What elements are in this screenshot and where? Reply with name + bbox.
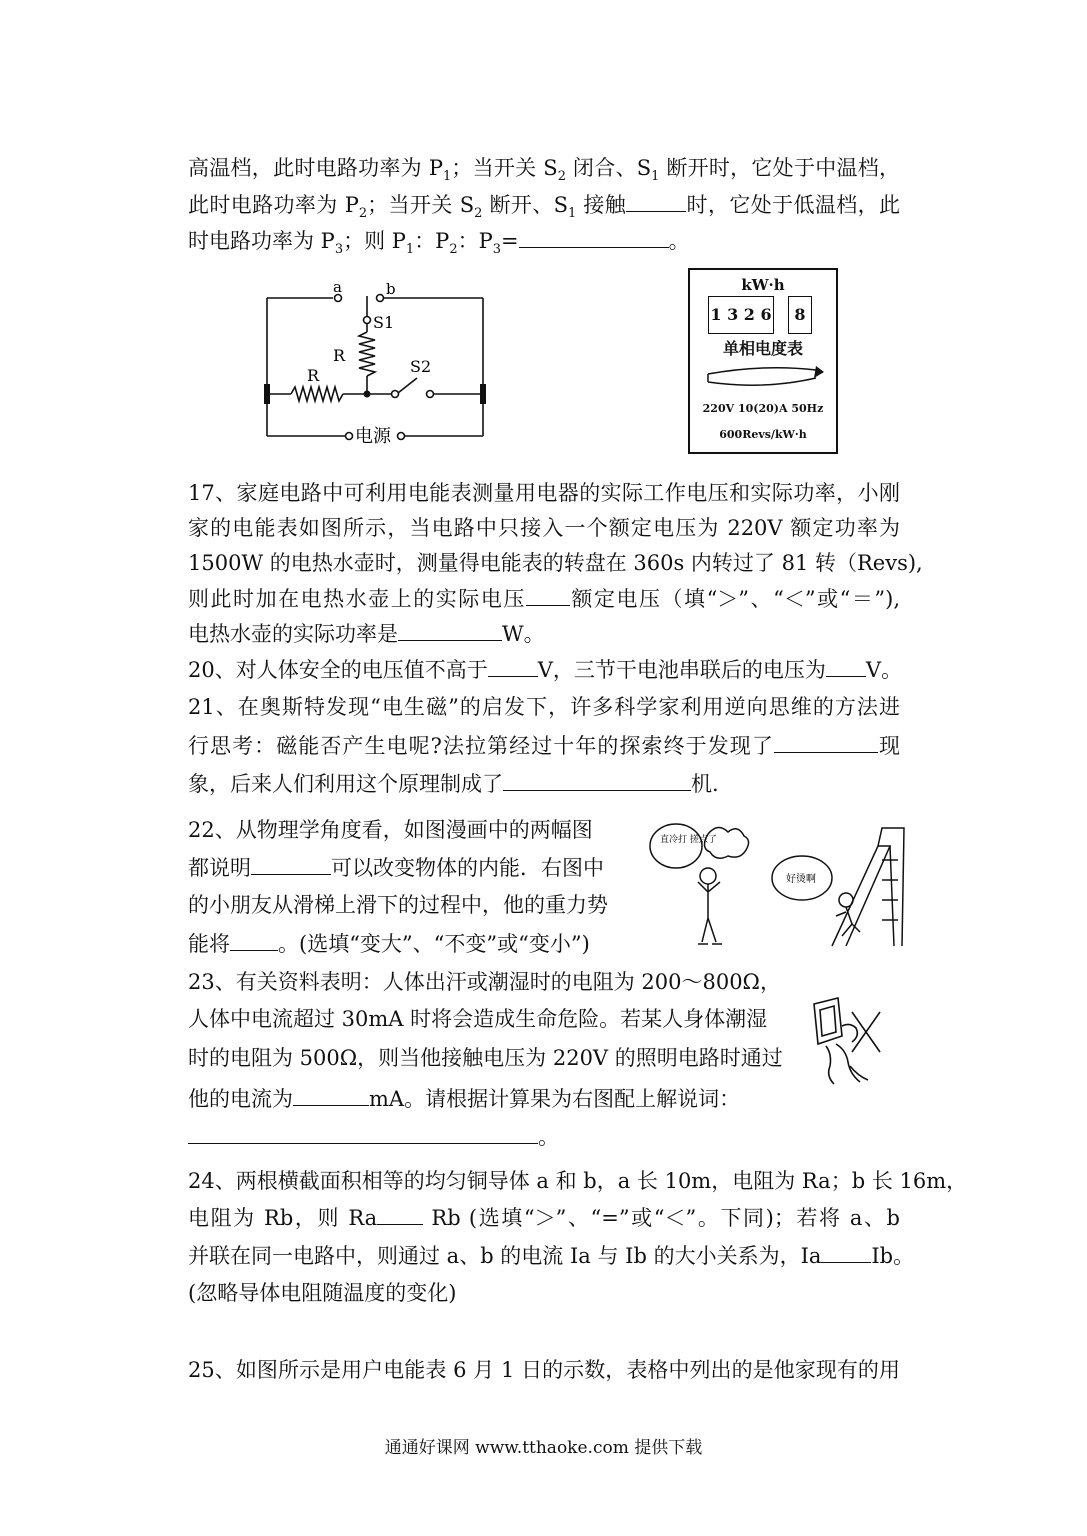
q17-line2: 家的电能表如图所示，当电路中只接入一个额定电压为 220V 额定功率为 — [188, 516, 900, 540]
resistor-vertical-label: R — [333, 346, 346, 365]
q17-line5: 电热水壶的实际功率是 W。 — [188, 618, 545, 649]
resistor-horizontal-label: R — [307, 366, 320, 385]
q24-line1: 24、两根横截面积相等的均匀铜导体 a 和 b，a 长 10m，电阻为 Ra；b 长 16m， — [188, 1169, 968, 1193]
bubble-right-text: 好烫啊 — [786, 874, 816, 885]
answer-blank[interactable] — [398, 618, 502, 641]
answer-blank[interactable] — [519, 225, 669, 248]
answer-blank[interactable] — [503, 768, 691, 791]
cartoon-illustration — [646, 820, 908, 956]
meter-title: 单相电度表 — [722, 339, 803, 358]
answer-blank[interactable] — [526, 583, 570, 606]
q23-line3: 时的电阻为 500Ω，则当他接触电压为 220V 的照明电路时通过 — [188, 1046, 783, 1070]
power-source-label: 电源 — [355, 426, 391, 447]
answer-blank[interactable] — [251, 852, 331, 875]
q22-line4: 能将 。(选填“变大”、“不变”或“变小”) — [188, 928, 590, 959]
q17-line4: 则此时加在电热水壶上的实际电压 额定电压（填“＞”、“＜”或“＝”), — [188, 583, 900, 614]
q24-line4: (忽略导体电阻随温度的变化) — [188, 1281, 457, 1305]
q23-line5: 。 — [188, 1121, 559, 1152]
q24-line2: 电阻为 Rb，则 Ra Rb (选填“＞”、“=”或“＜”。下同)；若将 a、b — [188, 1202, 900, 1233]
q20-line: 20、对人体安全的电压值不高于 V，三节干电池串联后的电压为 V。 — [188, 654, 900, 685]
meter-reading-main: 1 3 2 6 — [708, 296, 774, 334]
meter-spec1: 220V 10(20)A 50Hz — [702, 402, 824, 415]
circuit-diagram — [255, 278, 495, 448]
electric-meter — [688, 268, 838, 454]
q24-line3: 并联在同一电路中，则通过 a、b 的电流 Ia 与 Ib 的大小关系为，Ia Ib。 — [188, 1240, 900, 1271]
q17-line1: 17、家庭电路中可利用电能表测量用电器的实际工作电压和实际功率，小刚 — [188, 481, 900, 505]
electric-hazard-icon — [806, 996, 886, 1092]
switch-s2-label: S2 — [410, 357, 432, 376]
answer-blank[interactable] — [626, 189, 686, 212]
q23-line4: 他的电流为 mA。请根据计算果为右图配上解说词： — [188, 1083, 740, 1114]
switch-s1-label: S1 — [373, 313, 395, 332]
q16-line3: 时电路功率为 $P_3$；则 $P_1$：$P_2$：$P_3=$ 。 — [188, 225, 690, 256]
q17-line3: 1500W 的电热水壶时，测量得电能表的转盘在 360s 内转过了 81 转（Revs), — [188, 551, 923, 575]
q16-line1: 高温档，此时电路功率为 $P_1$；当开关 $S_2$ 闭合、$S_1$ 断开时，它处于中温档， — [188, 156, 901, 185]
meter-disc-icon — [704, 360, 824, 390]
answer-blank[interactable] — [230, 928, 278, 951]
meter-reading-decimal: 8 — [788, 296, 812, 334]
q21-line1: 21、在奥斯特发现“电生磁”的启发下，许多科学家利用逆向思维的方法进 — [188, 695, 900, 719]
meter-unit: kW·h — [741, 276, 785, 294]
answer-blank[interactable] — [488, 654, 538, 677]
q22-line3: 的小朋友从滑梯上滑下的过程中，他的重力势 — [188, 893, 608, 917]
answer-blank[interactable] — [293, 1083, 369, 1106]
q21-line2: 行思考：磁能否产生电呢?法拉第经过十年的探索终于发现了 现 — [188, 730, 900, 761]
q25-line1: 25、如图所示是用户电能表 6 月 1 日的示数，表格中列出的是他家现有的用 — [188, 1358, 900, 1382]
q16-line2: 此时电路功率为 $P_2$；当开关 $S_2$ 断开、$S_1$ 接触 时，它处于低温档，此 — [188, 189, 900, 220]
answer-blank[interactable] — [377, 1202, 423, 1225]
q22-line2: 都说明 可以改变物体的内能．右图中 — [188, 852, 604, 883]
meter-spec2: 600Revs/kW·h — [719, 428, 807, 441]
page-footer: 通通好课网 www.tthaoke.com 提供下载 — [384, 1438, 703, 1458]
answer-blank[interactable] — [188, 1121, 538, 1144]
answer-blank[interactable] — [826, 654, 866, 677]
q23-line1: 23、有关资料表明：人体出汗或潮湿时的电阻为 200～800Ω， — [188, 970, 781, 994]
terminal-a-label: a — [333, 278, 342, 296]
q22-line1: 22、从物理学角度看，如图漫画中的两幅图 — [188, 818, 593, 842]
q21-line3: 象，后来人们利用这个原理制成了 机. — [188, 768, 719, 799]
answer-blank[interactable] — [774, 730, 878, 753]
bubble-left-text: 直冷打 搓点了 — [660, 835, 717, 845]
answer-blank[interactable] — [821, 1240, 871, 1263]
terminal-b-label: b — [386, 280, 396, 298]
q23-line2: 人体中电流超过 30mA 时将会造成生命危险。若某人身体潮湿 — [188, 1007, 768, 1031]
